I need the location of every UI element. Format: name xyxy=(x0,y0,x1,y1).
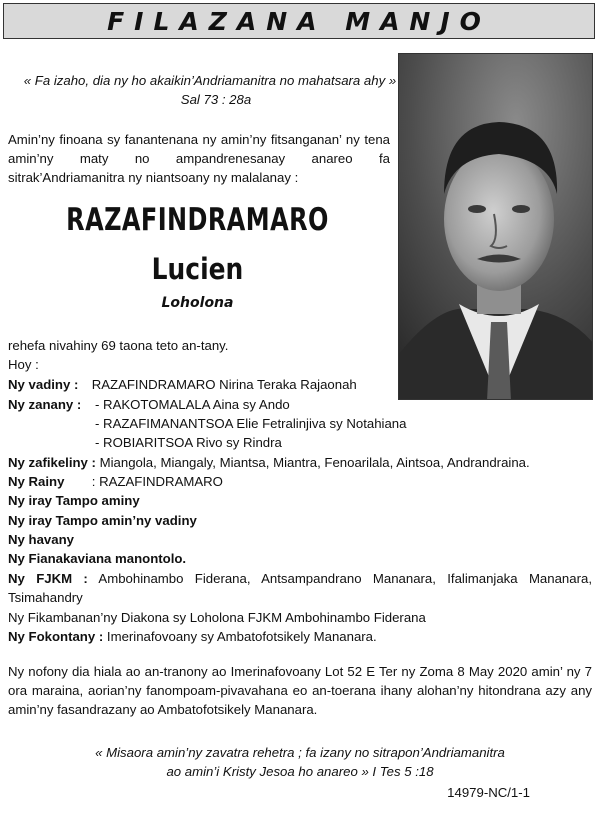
deceased-surname: RAZAFINDRAMARO xyxy=(66,202,329,238)
grandchildren-label: Ny zafikeliny : xyxy=(8,455,96,470)
children-line xyxy=(8,395,81,414)
closing-line-1: « Misaora amin’ny zavatra rehetra ; fa izany no sitrapon’Andriamanitra xyxy=(95,745,505,760)
fokontany-names: Imerinafovoany sy Ambatofotsikely Mananara. xyxy=(106,629,377,644)
epigraph xyxy=(20,71,400,109)
child-item: - RAKOTOMALALA Aina sy Ando xyxy=(95,397,290,412)
child-item: - RAZAFIMANANTSOA Elie Fetralinjiva sy Notahiana xyxy=(95,416,407,431)
deceased-firstname: Lucien xyxy=(151,252,244,286)
grandchildren-line xyxy=(8,453,530,472)
notice-header xyxy=(3,3,595,39)
closing-line-2: ao amin’i Kristy Jesoa ho anareo » I Tes 5 :18 xyxy=(166,764,434,779)
children-label: Ny zanany : xyxy=(8,397,82,412)
reference-code: 14979-NC/1-1 xyxy=(447,785,530,800)
siblings-line: Ny iray Tampo aminy xyxy=(8,493,140,508)
closing-verse xyxy=(20,743,580,781)
epigraph-ref: Sal 73 : 28a xyxy=(180,92,252,107)
father-name: : RAZAFINDRAMARO xyxy=(91,474,223,489)
whole-family-line: Ny Fianakaviana manontolo. xyxy=(8,551,187,566)
church-parishes: Ambohinambo Fiderana, Antsampandrano Mananara, Ifalimanjaka Mananara, Tsimahandry xyxy=(8,571,592,605)
notice-title: FILAZANA MANJO xyxy=(107,6,491,36)
fokontany-line xyxy=(8,627,377,646)
portrait-photo-icon xyxy=(398,53,593,400)
grandchildren-names: Miangola, Miangaly, Miantsa, Miantra, Fenoarilala, Aintsoa, Andrandraina. xyxy=(99,455,530,470)
spouse-label: Ny vadiny : xyxy=(8,377,79,392)
father-label: Ny Rainy xyxy=(8,474,65,489)
epigraph-quote: « Fa izaho, dia ny ho akaikin’Andriamanitra no mahatsara ahy » xyxy=(23,73,397,88)
association-line: Ny Fikambanan’ny Diakona sy Loholona FJKM Ambohinambo Fiderana xyxy=(8,610,426,625)
spouse-line xyxy=(8,375,357,394)
spouse-siblings-line: Ny iray Tampo amin’ny vadiny xyxy=(8,513,197,528)
father-line xyxy=(8,472,223,491)
relatives-line: Ny havany xyxy=(8,532,74,547)
church-label: Ny FJKM : xyxy=(8,571,88,586)
fokontany-label: Ny Fokontany : xyxy=(8,629,104,644)
deceased-title: Loholona xyxy=(161,295,234,311)
church-line xyxy=(8,569,592,607)
age-line: rehefa nivahiny 69 taona teto an-tany. xyxy=(8,338,229,353)
child-item: - ROBIARITSOA Rivo sy Rindra xyxy=(95,435,282,450)
hoy-label: Hoy : xyxy=(8,357,39,372)
spouse-name: RAZAFINDRAMARO Nirina Teraka Rajaonah xyxy=(91,377,357,392)
funeral-notice: Ny nofony dia hiala ao an-tranony ao Imerinafovoany Lot 52 E Ter ny Zoma 8 May 2020 amin’ ny 7 ora maraina, aorian’ny fanompoam-pivavahana eo an-toerana ihany alohan’ny hitondrana azy any amin’ny fasandrazany ao Ambatofotsikely Mananara. xyxy=(8,664,592,717)
intro-paragraph: Amin’ny finoana sy fanantenana ny amin’ny fitsanganan’ ny tena amin’ny maty no ampandrenesanay anareo fa sitrak’Andriamanitra ny niantsoany ny malalanay : xyxy=(8,132,390,185)
